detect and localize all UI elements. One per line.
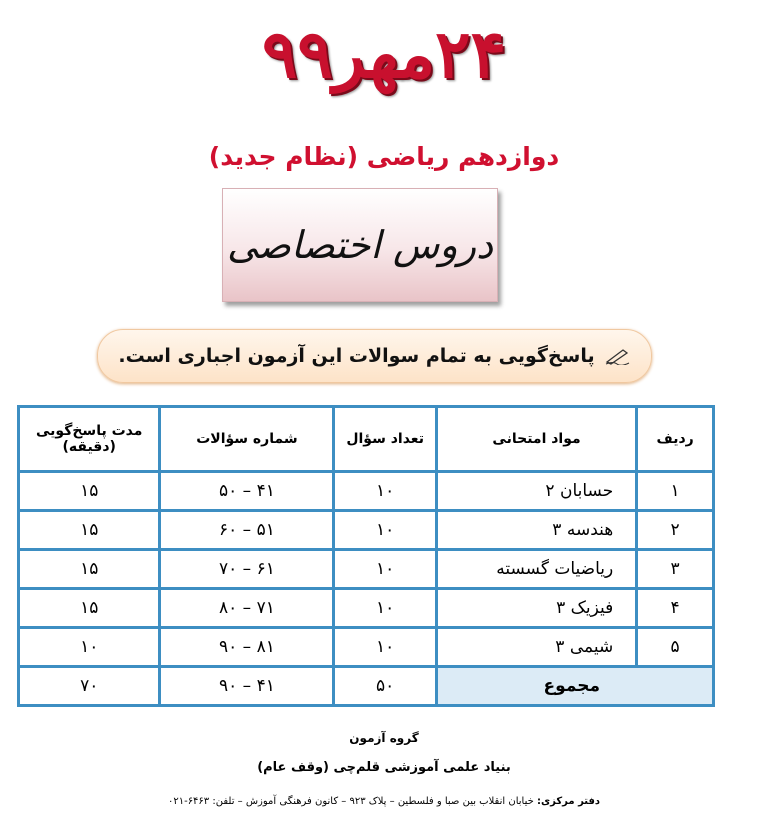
subject-name: هندسه ۳ xyxy=(436,511,636,550)
office-address xyxy=(0,796,768,807)
duration-minutes: ۱۵ xyxy=(19,511,160,550)
row-number: ۳ xyxy=(637,550,714,589)
row-number: ۴ xyxy=(637,589,714,628)
header-question-range: شماره سؤالات xyxy=(160,407,334,472)
table-row xyxy=(19,589,714,628)
address-label: دفتر مرکزی: xyxy=(536,796,601,807)
row-number: ۵ xyxy=(637,628,714,667)
header-subject: مواد امتحانی xyxy=(436,407,636,472)
header-question-count: تعداد سؤال xyxy=(334,407,436,472)
row-number: ۱ xyxy=(637,472,714,511)
grade-subtitle: دوازدهم ریاضی (نظام جدید) xyxy=(208,142,560,171)
notice-text: پاسخ‌گویی به تمام سوالات این آزمون اجباری است. xyxy=(118,345,595,367)
exam-group: گروه آزمون xyxy=(349,731,419,745)
table-row xyxy=(19,472,714,511)
question-count: ۱۰ xyxy=(334,589,436,628)
section-title: دروس اختصاصی xyxy=(226,223,494,267)
question-count: ۱۰ xyxy=(334,628,436,667)
duration-minutes: ۱۵ xyxy=(19,550,160,589)
table-row xyxy=(19,628,714,667)
header-duration-unit: (دقیقه) xyxy=(62,439,116,455)
address-text: خیابان انقلاب بین صبا و فلسطین – پلاک ۹۲۳ – کانون فرهنگی آموزش – تلفن: ۶۴۶۳-۰۲۱ xyxy=(167,796,534,807)
question-range: ۷۱ – ۸۰ xyxy=(160,589,334,628)
total-range: ۴۱ – ۹۰ xyxy=(160,667,334,706)
header-duration xyxy=(19,407,160,472)
duration-minutes: ۱۵ xyxy=(19,472,160,511)
question-count: ۱۰ xyxy=(334,511,436,550)
date-title: ۲۴مهر۹۹ xyxy=(261,15,506,93)
section-title-box xyxy=(222,188,498,302)
subject-name: ریاضیات گسسته xyxy=(436,550,636,589)
exam-schedule-table xyxy=(17,405,715,707)
duration-minutes: ۱۵ xyxy=(19,589,160,628)
question-range: ۵۱ – ۶۰ xyxy=(160,511,334,550)
question-count: ۱۰ xyxy=(334,472,436,511)
notice-banner xyxy=(97,329,652,383)
header-row-number: ردیف xyxy=(637,407,714,472)
table-header-row xyxy=(19,407,714,472)
question-range: ۸۱ – ۹۰ xyxy=(160,628,334,667)
header-duration-label: مدت پاسخ‌گویی xyxy=(36,423,143,439)
duration-minutes: ۱۰ xyxy=(19,628,160,667)
total-count: ۵۰ xyxy=(334,667,436,706)
subject-name: فیزیک ۳ xyxy=(436,589,636,628)
total-minutes: ۷۰ xyxy=(19,667,160,706)
question-range: ۴۱ – ۵۰ xyxy=(160,472,334,511)
question-range: ۶۱ – ۷۰ xyxy=(160,550,334,589)
row-number: ۲ xyxy=(637,511,714,550)
pen-writing-icon xyxy=(605,347,631,365)
subject-name: شیمی ۳ xyxy=(436,628,636,667)
subject-name: حسابان ۲ xyxy=(436,472,636,511)
table-row xyxy=(19,550,714,589)
foundation-name: بنیاد علمی آموزشی قلم‌چی (وقف عام) xyxy=(257,760,511,775)
table-row xyxy=(19,511,714,550)
table-total-row xyxy=(19,667,714,706)
question-count: ۱۰ xyxy=(334,550,436,589)
total-label: مجموع xyxy=(436,667,713,706)
